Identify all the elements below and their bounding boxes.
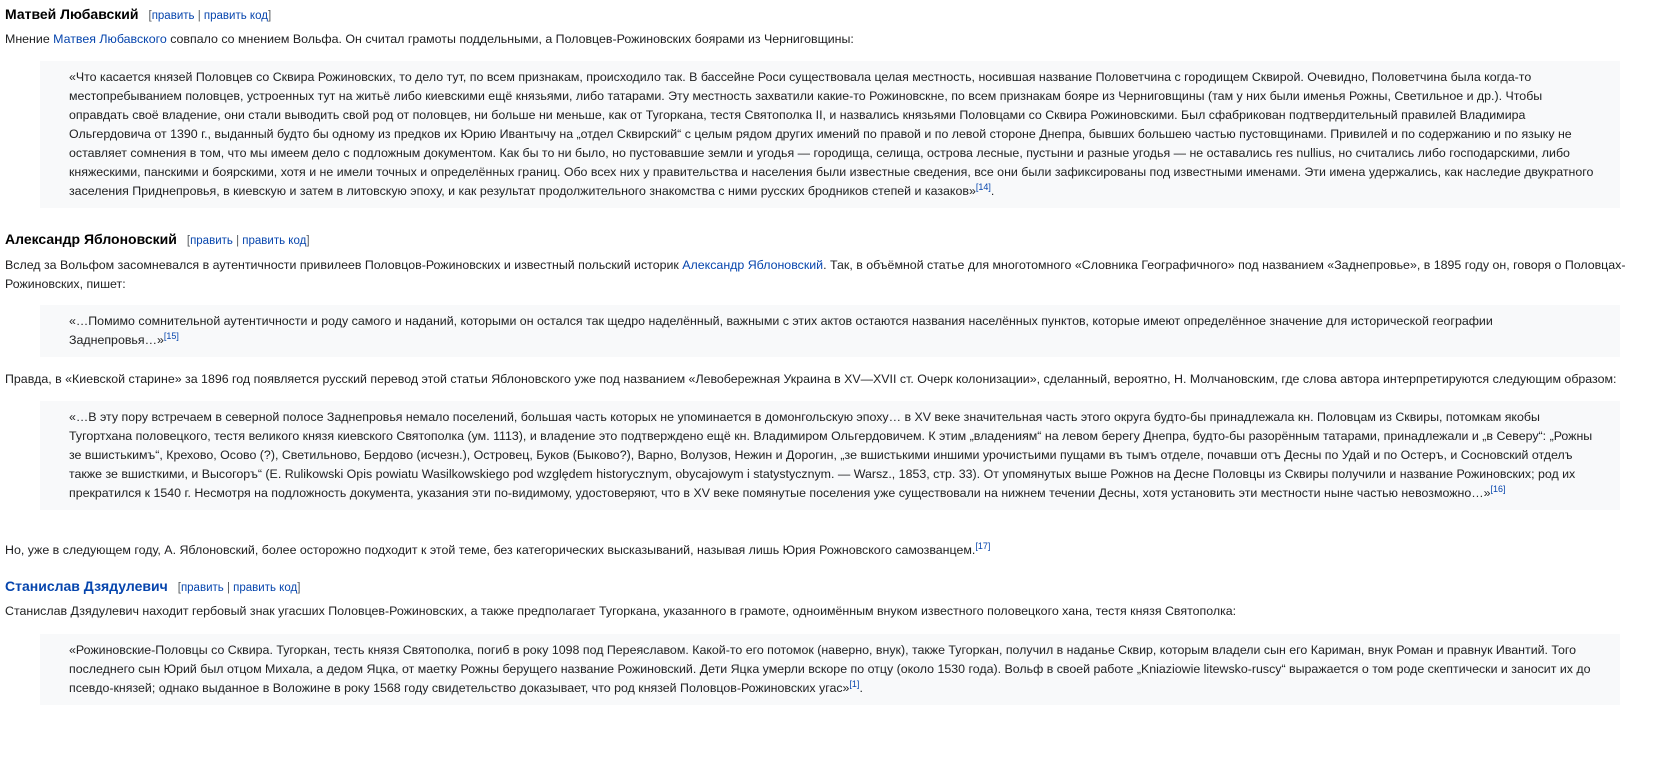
paragraph-dzyadulevich-intro: Станислав Дзядулевич находит гербовый знак угасших Половцев-Рожиновских, а также предполагает Тугоркана, указанного в грамоте, одноимённым внуком известного половецкого хана, тестя князя Святополка: <box>5 604 1237 618</box>
paragraph-yablonovsky-closing: Но, уже в следующем году, А. Яблоновский, более осторожно подходит к этой теме, без категорических высказываний, называя лишь Юрия Рожновского самозванцем.[17] <box>5 541 991 557</box>
paragraph-kievskaya-starina: Правда, в «Киевской старине» за 1896 год появляется русский перевод этой статьи Яблоновского уже под названием «Левобережная Украина в XV—XVII ст. Очерк колонизации», сделанный, вероятно, Н. Молчановским, где слова автора интерпретируются следующим образом: <box>5 372 1617 386</box>
link-lyubavsky[interactable]: Матвея Любавского <box>53 32 167 46</box>
edit-section-links: [править | править код] <box>177 582 301 594</box>
edit-section-links: [править | править код] <box>148 10 272 22</box>
edit-section-links: [править | править код] <box>186 235 310 247</box>
edit-code-link[interactable]: править код <box>242 235 307 247</box>
section-heading-yablonovsky: Александр Яблоновский [править | править код] <box>5 231 310 247</box>
reference-16: [16] <box>1490 484 1506 494</box>
paragraph-lyubavsky-intro: Мнение Матвея Любавского совпало со мнением Вольфа. Он считал грамоты поддельными, а Половцев-Рожиновских боярами из Черниговщины: <box>5 32 854 46</box>
blockquote-yablonovsky-1: «…Помимо сомнительной аутентичности и роду самого и наданий, которыми он остался так щедро наделённый, важными с этих актов остаются названия населённых пунктов, которые имеют определённое значение для исторической географии Заднепровья…»[15] <box>40 305 1620 357</box>
link-yablonovsky[interactable]: Александр Яблоновский <box>682 258 824 272</box>
reference-1: [1] <box>849 679 860 689</box>
edit-link[interactable]: править <box>151 10 195 22</box>
blockquote-lyubavsky: «Что касается князей Половцев со Сквира Рожиновских, то дело тут, по всем признакам, происходило так. В бассейне Роси существовала целая местность, носившая название Половетчина с городищем Сквирой. Очевидно, Половетчина была когда-то местопребыванием половцев, устроенных тут на житьё либо киевскими ещё князьями, либо татарами. Эту местность захватили какие-то Рожиновскне, по всем признакам бояре из Черниговщины (там у них были именья Рожны, Светильное и др.). Чтобы оправдать своё владение, они стали выводить свой род от половцев, ни больше ни меньше, как от Тугоркана, тестя Святополка II, и назвались князьями Половцами со Сквира Рожиновскими. Был сфабрикован подтвердительный правилей Владимира Ольгердовича от 1390 г., выданный будто бы одному из предков их Юрию Ивантычу на „отдел Сквирский“ с целым рядом других имений по правой и по левой стороне Днепра, бывших большею частью пустовщинами. Привилей и по содержанию и по языку не оставляет сомнения в том, что мы имеем дело с подложным документом. Как бы то ни было, но пустовавшие земли и угодья — городища, селища, острова лесные, пустыни и разные угодья — не оставались res nullius, но считались либо господарскими, либо княжескими, панскими и боярскими, хотя и не имели точных и определённых границ. Обо всех них у правительства и населения были известные сведения, все они были зафиксированы под известными именами. Эти имена удержались, как наследие двукратного заселения Приднепровья, в киевскую и затем в литовскую эпоху, и как результат продолжительного знакомства с ними русских бродников степей и казаков»[14]. <box>40 61 1620 208</box>
blockquote-dzyadulevich: «Рожиновские-Половцы со Сквира. Тугоркан, тесть князя Святополка, погиб в року 1098 под Переяславом. Какой-то его потомок (наверно, внук), также Тугоркан, получил в наданье Сквир, которым владели сын его Кариман, внук Роман и правнук Ивантий. Того последнего сын Юрий был отцом Михала, а дедом Яцка, от маетку Рожны берущего название Рожиновский. Дети Яцка умерли вскоре по отцу (около 1530 года). Вольф в своей работе „Kniaziowie litewsko-ruscy“ выражается о том роде скептически и заносит их до псевдо-князей; однако выданное в Воложине в року 1568 году свидетельство доказывает, что род князей Половцов-Рожиновских угас»[1]. <box>40 634 1620 705</box>
edit-link[interactable]: править <box>190 235 233 247</box>
paragraph-yablonovsky-intro: Вслед за Вольфом засомневался в аутентичности привилеев Половцов-Рожиновских и известный польский историк Александр Яблоновский. Так, в объёмной статье для многотомного «Словника Географичного» под названием «Заднепровье», в 1895 году он, говоря о Половцах-Рожиновских, пишет: <box>5 258 1626 291</box>
reference-15: [15] <box>163 331 179 341</box>
edit-code-link[interactable]: править код <box>233 582 298 594</box>
edit-code-link[interactable]: править код <box>203 10 268 22</box>
blockquote-yablonovsky-2: «…В эту пору встречаем в северной полосе Заднепровья немало поселений, большая часть которых не упоминается в домонгольскую эпоху… в XV веке значительная часть этого округа будто-бы принадлежала кн. Половцам из Сквиры, потомкам якобы Тугортхана половецкого, тестя великого князя киевского Святополка (ум. 1113), и владение это подтверждено ещё кн. Владимиром Ольгердовичем. К этим „владениям“ на левом берегу Днепра, будто-бы разорённым татарами, принадлежали и „в Северу“: „Рожны зе вшистькимъ“, Крехово, Осово (?), Светильново, Бердово (исчезн.), Островец, Буков (Быково?), Варно, Волузов, Нежин и Дорогин, „зе вшистькими иншими урочистьими пущами въ тымъ отделе, почавши отъ Десны по Удай и по Остеръ, и Сосновский отделъ также зе вшисткими, и Высогоръ“ (E. Rulikowski Opis powiatu Wasilkowskiego pod względem historycznym, obycajowym i statystycznym. — Warsz., 1853, стр. 33). От упомянутых выше Рожнов на Десне Половцы из Сквиры получили и название Рожиновских; род их прекратился к 1540 г. Несмотря на подложность документа, указания эти по-видимому, удостоверяют, что в XV веке помянутые поселения уже существовали на нижнем течении Десны, хотя установить эти местности ныне частью невозможно…»[16] <box>40 401 1620 510</box>
section-heading-lyubavsky: Матвей Любавский [править | править код] <box>5 6 272 22</box>
edit-link[interactable]: править <box>180 582 224 594</box>
reference-17: [17] <box>975 541 991 551</box>
reference-14: [14] <box>975 182 991 192</box>
section-heading-dzyadulevich: Станислав Дзядулевич [править | править код] <box>5 578 301 594</box>
